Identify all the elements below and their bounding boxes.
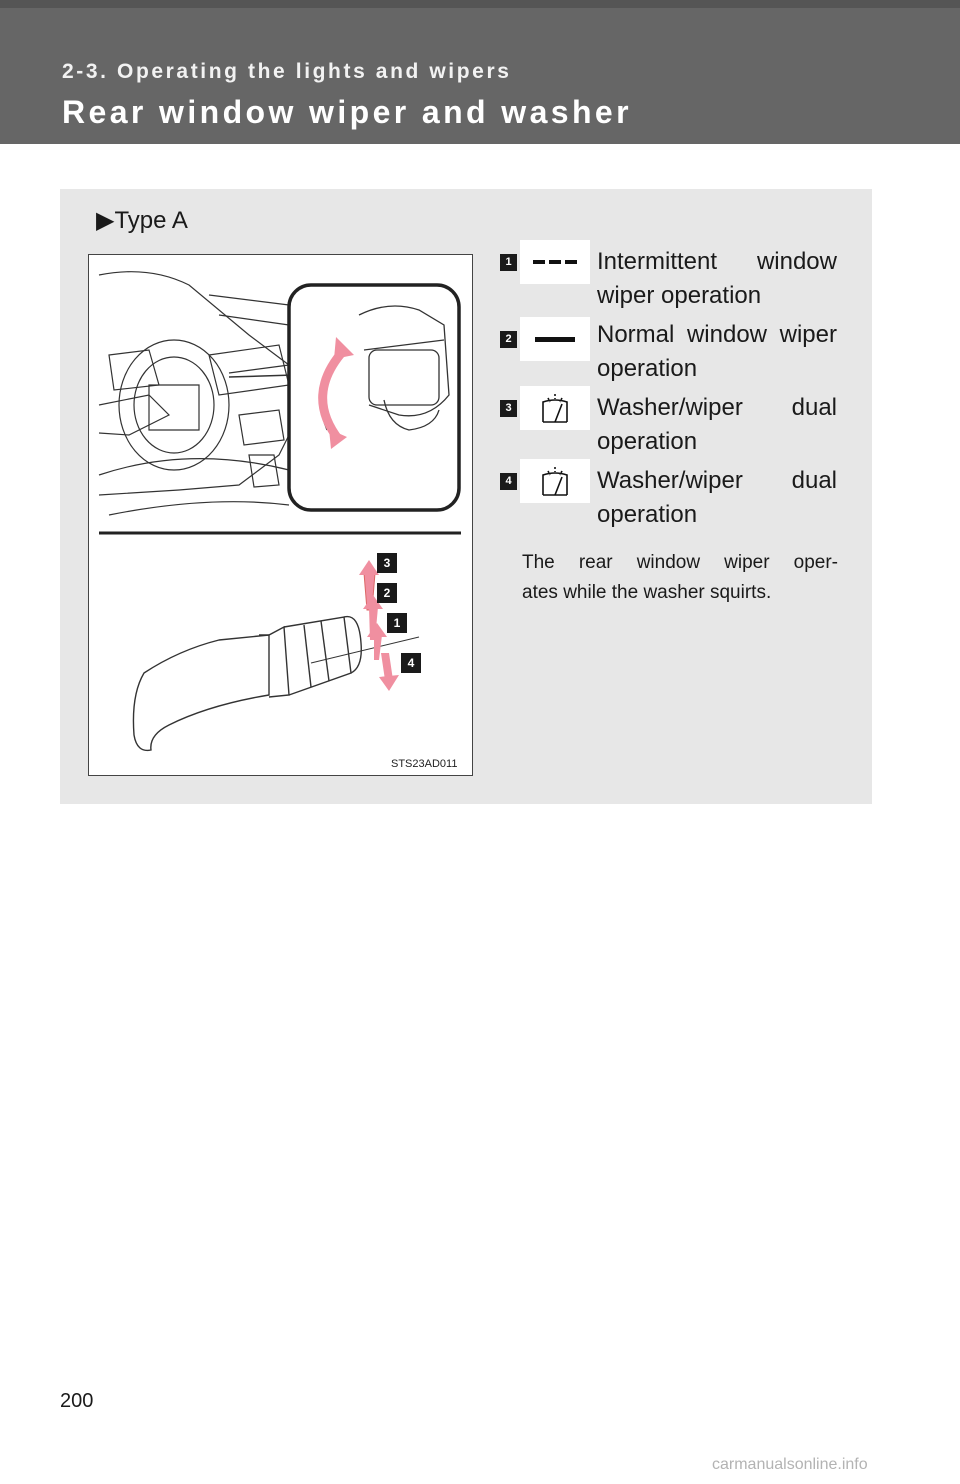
solid-bar-icon — [520, 317, 590, 361]
item-number: 4 — [500, 473, 517, 490]
header-top-strip — [0, 0, 960, 8]
item-number: 1 — [500, 254, 517, 271]
callout-2: 2 — [377, 583, 397, 603]
item-text-line1: Intermittent window — [597, 248, 837, 275]
washer-wiper-icon — [520, 459, 590, 503]
page-title: Rear window wiper and washer — [62, 94, 632, 130]
legend-item-4 — [500, 459, 840, 529]
item-text-line2: wiper operation — [597, 282, 762, 309]
chapter-header — [0, 0, 960, 144]
page-number: 200 — [60, 1390, 94, 1412]
legend-item-2 — [500, 313, 840, 383]
callout-1: 1 — [387, 613, 407, 633]
item-text-line2: operation — [597, 501, 698, 528]
washer-wiper-icon — [520, 386, 590, 430]
legend-item-1 — [500, 240, 840, 310]
note-line2: ates while the washer squirts. — [522, 582, 772, 603]
legend-item-3 — [500, 386, 840, 456]
item-text-line2: operation — [597, 355, 698, 382]
item-text-line1: Normal window wiper — [597, 321, 837, 348]
section-label: 2-3. Operating the lights and wipers — [62, 60, 512, 83]
item-number: 2 — [500, 331, 517, 348]
intermittent-dashes-icon — [520, 240, 590, 284]
item-text-line1: Washer/wiper dual — [597, 467, 837, 494]
type-label-text: Type A — [114, 207, 188, 234]
item-number: 3 — [500, 400, 517, 417]
triangle-bullet-icon: ▶ — [96, 207, 115, 234]
wiper-lever-illustration — [88, 254, 473, 776]
item-text-line1: Washer/wiper dual — [597, 394, 837, 421]
callout-4: 4 — [401, 653, 421, 673]
note-line1: The rear window wiper oper- — [522, 552, 838, 573]
illustration-code: STS23AD011 — [391, 758, 458, 770]
type-label — [96, 206, 188, 235]
callout-3: 3 — [377, 553, 397, 573]
note-text — [522, 548, 838, 608]
watermark: carmanualsonline.info — [712, 1456, 868, 1473]
illustration-drawing — [89, 255, 471, 774]
item-text-line2: operation — [597, 428, 698, 455]
